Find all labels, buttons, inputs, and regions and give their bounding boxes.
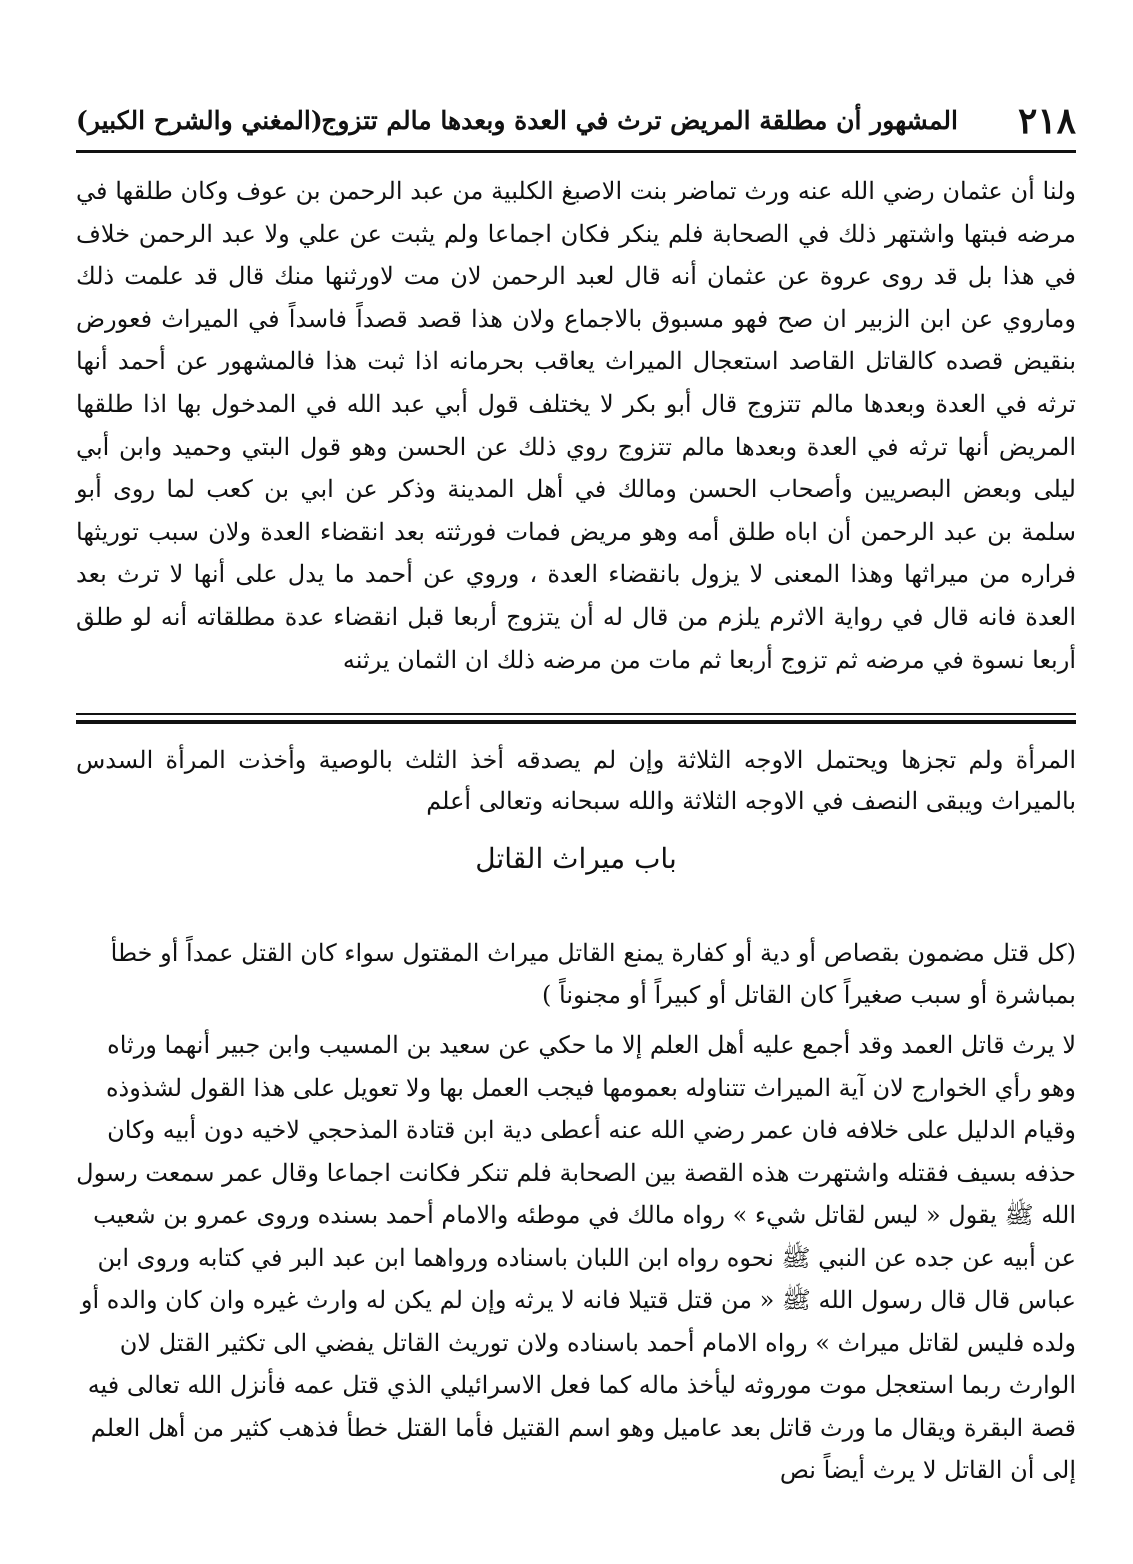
running-title: المشهور أن مطلقة المريض ترث في العدة وبعدها مالم تتزوج — [321, 106, 958, 135]
separator-thick-rule — [76, 720, 1076, 724]
chapter-title: باب ميراث القاتل — [475, 842, 677, 875]
upper-text-block — [76, 170, 1076, 681]
upper-paragraph: ولنا أن عثمان رضي الله عنه ورث تماضر بنت الاصبغ الكلبية من عبد الرحمن بن عوف وكان طلقها في مرضه فبتها واشتهر ذلك في الصحابة فلم ينكر فكان اجماعا ولم يثبت عن علي ولا عبد الرحمن خلاف في هذا بل قد روى عروة عن عثمان أنه قال لعبد الرحمن لان مت لاورثنها منك قال قد علمت ذلك وماروي عن ابن الزبير ان صح فهو مسبوق بالاجماع ولان هذا قصد قصداً فاسداً في الميراث فعورض بنقيض قصده كالقاتل القاصد استعجال الميراث يعاقب بحرمانه اذا ثبت هذا فالمشهور عن أحمد أنها ترثه في العدة وبعدها مالم تتزوج قال أبو بكر لا يختلف قول أبي عبد الله في المدخول بها اذا طلقها المريض أنها ترثه في العدة وبعدها مالم تتزوج روي ذلك عن الحسن وهو قول البتي وحميد وابن أبي ليلى وبعض البصريين وأصحاب الحسن ومالك في أهل المدينة وذكر عن ابي بن كعب لما روى أبو سلمة بن عبد الرحمن أن اباه طلق أمه وهو مريض فمات فورثته بعد انقضاء العدة ولان سبب توريثها فراره من ميراثها وهذا المعنى لا يزول بانقضاء العدة ، وروي عن أحمد ما يدل على أنها لا ترث بعد العدة فانه قال في رواية الاثرم يلزم من قال له أن يتزوج أربعا قبل انقضاء عدة مطلقاته أنه لو طلق أربعا نسوة في مرضه ثم تزوج أربعا ثم مات من مرضه ذلك ان الثمان يرثنه — [76, 177, 1077, 674]
header-rule — [76, 150, 1076, 153]
separator-thin-rule — [76, 713, 1076, 715]
matn-paragraph: (كل قتل مضمون بقصاص أو دية أو كفارة يمنع القاتل ميراث المقتول سواء كان القتل عمداً أو خطأ بمباشرة أو سبب صغيراً كان القاتل أو كبيراً أو مجنوناً ) — [110, 939, 1076, 1009]
page-number: ٢١٨ — [1017, 100, 1076, 142]
book-title: (المغني والشرح الكبير) — [76, 106, 323, 135]
commentary-paragraph: لا يرث قاتل العمد وقد أجمع عليه أهل العلم إلا ما حكي عن سعيد بن المسيب وابن جبير أنهما ورثاه وهو رأي الخوارج لان آية الميراث تتناوله بعمومها فيجب العمل بها ولا تعويل على هذا القول لشذوذه وقيام الدليل على خلافه فان عمر رضي الله عنه أعطى دية ابن قتادة المذحجي لاخيه دون أبيه وكان حذفه بسيف فقتله واشتهرت هذه القصة بين الصحابة فلم تنكر فكانت اجماعا وقال عمر سمعت رسول الله ﷺ يقول « ليس لقاتل شيء » رواه مالك في موطئه والامام أحمد بسنده وروى عمرو بن شعيب عن أبيه عن جده عن النبي ﷺ نحوه رواه ابن اللبان باسناده ورواهما ابن عبد البر في كتابه وروى ابن عباس قال قال رسول الله ﷺ « من قتل قتيلا فانه لا يرثه وإن لم يكن له وارث غيره وان كان والده أو ولده فليس لقاتل ميراث » رواه الامام أحمد باسناده ولان توريث القاتل يفضي الى تكثير القتل لان الوارث ربما استعجل موت موروثه ليأخذ ماله كما فعل الاسرائيلي الذي قتل عمه فأنزل الله تعالى فيه قصة البقرة ويقال ما ورث قاتل بعد عاميل وهو اسم القتيل فأما القتل خطأ فذهب كثير من أهل العلم إلى أن القاتل لا يرث أيضاً نص — [76, 1031, 1076, 1484]
lower-text-block — [76, 740, 1076, 822]
page-header — [76, 96, 1076, 146]
lower-paragraph: المرأة ولم تجزها ويحتمل الاوجه الثلاثة وإن لم يصدقه أخذ الثلث بالوصية وأخذت المرأة السدس بالميراث ويبقى النصف في الاوجه الثلاثة والله سبحانه وتعالى أعلم — [76, 746, 1076, 815]
commentary-block — [76, 1000, 1076, 1516]
